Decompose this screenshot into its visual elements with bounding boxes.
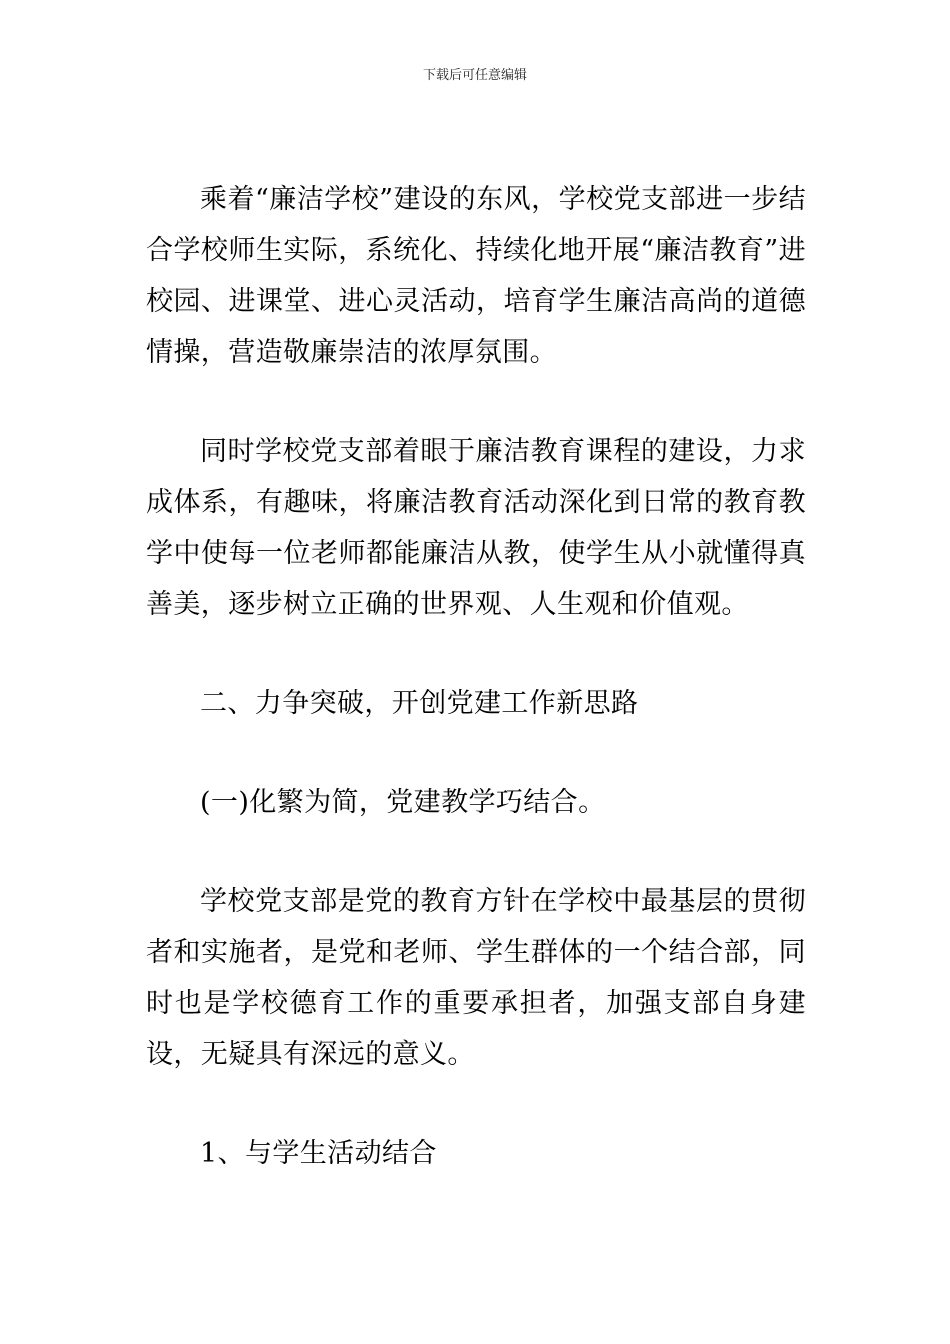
paragraph-gap (146, 828, 806, 876)
paragraph-dangzhibu: 学校党支部是党的教育方针在学校中最基层的贯彻者和实施者，是党和老师、学生群体的一个结合部，同时也是学校德育工作的重要承担者，加强支部自身建设，无疑具有深远的意义。 (146, 886, 806, 1070)
paragraph-gap (146, 1080, 806, 1128)
paragraph-lianjie-xuexiao: 乘着“廉洁学校”建设的东风，学校党支部进一步结合学校师生实际，系统化、持续化地开展“廉洁教育”进校园、进课堂、进心灵活动，培育学生廉洁高尚的道德情操，营造敬廉崇洁的浓厚氛围。 (146, 184, 806, 368)
paragraph-lianjie-kecheng: 同时学校党支部着眼于廉洁教育课程的建设，力求成体系，有趣味，将廉洁教育活动深化到日常的教育教学中使每一位老师都能廉洁从教，使学生从小就懂得真善美，逐步树立正确的世界观、人生观和价值观。 (146, 436, 806, 620)
subsection-heading-one: (一)化繁为简，党建教学巧结合。 (200, 787, 606, 818)
page-header-note: 下载后可任意编辑 (422, 68, 527, 83)
list-item-heading-one: 1、与学生活动结合 (200, 1138, 437, 1169)
document-body (146, 174, 806, 1179)
paragraph-gap (146, 729, 806, 777)
section-heading-two: 二、力争突破，开创党建工作新思路 (200, 688, 639, 719)
paragraph-gap (146, 378, 806, 426)
paragraph-gap (146, 630, 806, 678)
